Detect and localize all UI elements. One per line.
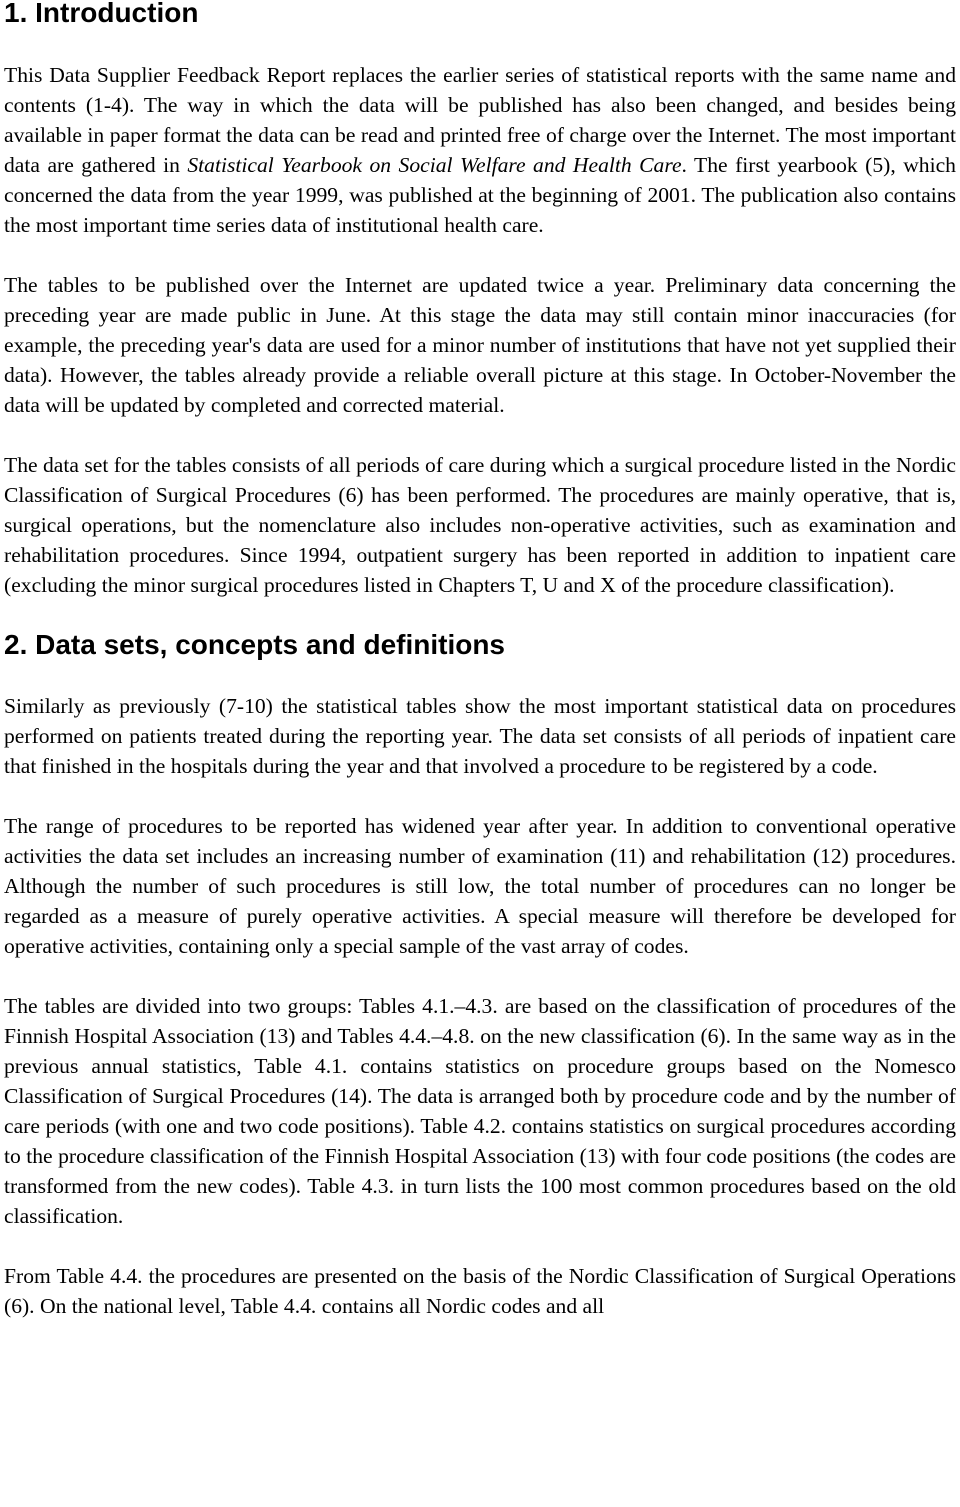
section-heading-introduction: 1. Introduction: [4, 0, 199, 28]
data-paragraph-2: The range of procedures to be reported has widened year after year. In addition to conventional operative activities the data set includes an increasing number of examination (11) and rehabilitation (12) procedures. Although the number of such procedures is still low, the total number of procedures can no longer be regarded as a measure of purely operative activities. A special measure will therefore be developed for operative activities, containing only a special sample of the vast array of codes.: [4, 814, 956, 958]
yearbook-title: Statistical Yearbook on Social Welfare and Health Care: [187, 153, 682, 177]
data-paragraph-1: Similarly as previously (7-10) the statistical tables show the most important statistical data on procedures performed on patients treated during the reporting year. The data set consists of all periods of inpatient care that finished in the hospitals during the year and that involved a procedure to be registered by a code.: [4, 694, 956, 778]
intro-paragraph-3: The data set for the tables consists of all periods of care during which a surgical procedure listed in the Nordic Classification of Surgical Procedures (6) has been performed. The procedures are mainly operative, that is, surgical operations, but the nomenclature also includes non-operative activities, such as examination and rehabilitation procedures. Since 1994, outpatient surgery has been reported in addition to inpatient care (excluding the minor surgical procedures listed in Chapters T, U and X of the procedure classification).: [4, 453, 956, 597]
intro-p1-text-b: . The first yearbook (5), which concerned the data from the year 1999, was published at the beginning of 2001. The publication also contains the most important time series data of institutional health care.: [4, 153, 956, 237]
data-paragraph-3: The tables are divided into two groups: Tables 4.1.–4.3. are based on the classification of procedures of the Finnish Hospital Association (13) and Tables 4.4.–4.8. on the new classification (6). In the same way as in the previous annual statistics, Table 4.1. contains statistics on procedure groups based on the Nomesco Classification of Surgical Procedures (14). The data is arranged both by procedure code and by the number of care periods (with one and two code positions). Table 4.2. contains statistics on surgical procedures according to the procedure classification of the Finnish Hospital Association (13) with four code positions (the codes are transformed from the new codes). Table 4.3. in turn lists the 100 most common procedures based on the old classification.: [4, 994, 956, 1228]
section-heading-data-sets: 2. Data sets, concepts and definitions: [4, 629, 506, 660]
data-paragraph-4: From Table 4.4. the procedures are presented on the basis of the Nordic Classification of Surgical Operations (6). On the national level, Table 4.4. contains all Nordic codes and all: [4, 1264, 956, 1318]
intro-paragraph-1: [4, 60, 956, 240]
intro-p1-text-a: This Data Supplier Feedback Report replaces the earlier series of statistical reports with the same name and contents (1-4). The way in which the data will be published has also been changed, and besides being available in paper format the data can be read and printed free of charge over the Internet. The most important data are gathered in: [4, 63, 956, 177]
intro-paragraph-2: The tables to be published over the Internet are updated twice a year. Preliminary data concerning the preceding year are made public in June. At this stage the data may still contain minor inaccuracies (for example, the preceding year's data are used for a minor number of institutions that have not yet supplied their data). However, the tables already provide a reliable overall picture at this stage. In October-November the data will be updated by completed and corrected material.: [4, 273, 956, 417]
